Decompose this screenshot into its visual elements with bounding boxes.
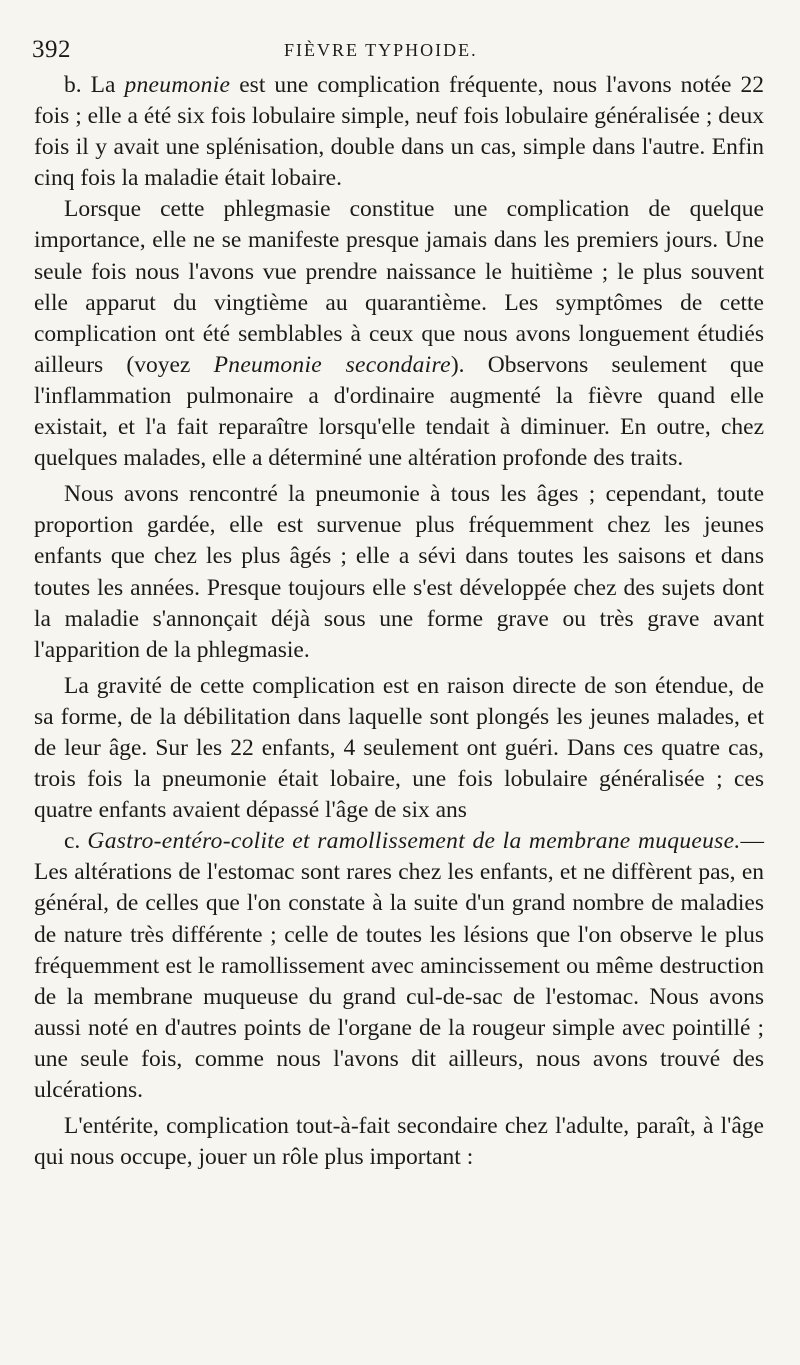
running-title: FIÈVRE TYPHOIDE. <box>284 40 478 60</box>
body-text <box>34 70 764 1173</box>
paragraph-text: La gravité de cette complication est en raison directe de son étendue, de sa forme, de la débilitation dans laquelle sont plongés les jeunes malades, et de leur âge. Sur les 22 enfants, 4 seulement ont guéri. Dans ces quatre cas, trois fois la pneumonie était lobaire, une fois lobulaire généralisée ; ces quatre enfants avaient dépassé l'âge de six ans <box>34 672 764 824</box>
paragraph-text: Lorsque cette phlegmasie constitue une complication de quelque importance, elle ne se manifeste presque jamais dans les premiers jours. Une seule fois nous l'avons vue prendre naissance le huitième ; le plus souvent elle apparut du vingtième au quarantième. Les symptômes de cette complication ont été semblables à ceux que nous avons longuement étudiés ailleurs (voyez <box>34 196 764 378</box>
paragraph-text: Nous avons rencontré la pneumonie à tous les âges ; cependant, toute proportion gardée, elle est survenue plus fréquemment chez les jeunes enfants que chez les plus âgés ; elle a sévi dans toutes les saisons et dans toutes les années. Presque toujours elle s'est développée chez des sujets dont la maladie s'annonçait déjà sous une forme grave ou très grave avant l'apparition de la phlegmasie. <box>34 481 764 663</box>
paragraph-text: ). Observons seulement que l'inflammation pulmonaire a d'ordinaire augmenté la fièvre quand elle existait, et l'a fait reparaître lorsqu'elle tendait à diminuer. En outre, chez quelques malades, elle a déterminé une altération profonde des traits. <box>34 351 764 472</box>
italic-term: pneumonie <box>124 72 231 98</box>
paragraph-phlegmasie <box>34 194 764 474</box>
paragraph-gravite <box>34 671 764 826</box>
paragraph-text: L'entérite, complication tout-à-fait secondaire chez l'adulte, paraît, à l'âge qui nous occupe, jouer un rôle plus important : <box>34 1113 764 1171</box>
paragraph-enterite <box>34 1111 764 1173</box>
italic-reference: Pneumonie secondaire <box>213 351 451 378</box>
paragraph-text: c. <box>64 828 88 855</box>
italic-section-title: Gastro-entéro-colite et ramollissement de la membrane muqueuse. <box>87 828 741 855</box>
paragraph-pneumonie <box>34 70 764 194</box>
page-header <box>32 36 768 66</box>
paragraph-text: b. La <box>64 72 125 98</box>
paragraph-gastro-entero-colite <box>34 826 764 1106</box>
page-number: 392 <box>32 36 71 63</box>
paragraph-ages <box>34 479 764 666</box>
paragraph-text: —Les altérations de l'estomac sont rares chez les enfants, et ne diffèrent pas, en général, de celles que l'on constate à la suite d'un grand nombre de maladies de nature très différente ; celle de toutes les lésions que l'on observe le plus fréquemment est le ramollissement avec amincissement ou même destruction de la membrane muqueuse du grand cul-de-sac de l'estomac. Nous avons aussi noté en d'autres points de l'organe de la rougeur simple avec pointillé ; une seule fois, comme nous l'avons dit ailleurs, nous avons trouvé des ulcérations. <box>34 828 764 1103</box>
paragraph-text: est une complication fréquente, nous l'avons notée 22 fois ; elle a été six fois lobulaire simple, neuf fois lobulaire généralisée ; deux fois il y avait une splénisation, double dans un cas, simple dans l'autre. Enfin cinq fois la maladie était lobaire. <box>34 72 764 192</box>
